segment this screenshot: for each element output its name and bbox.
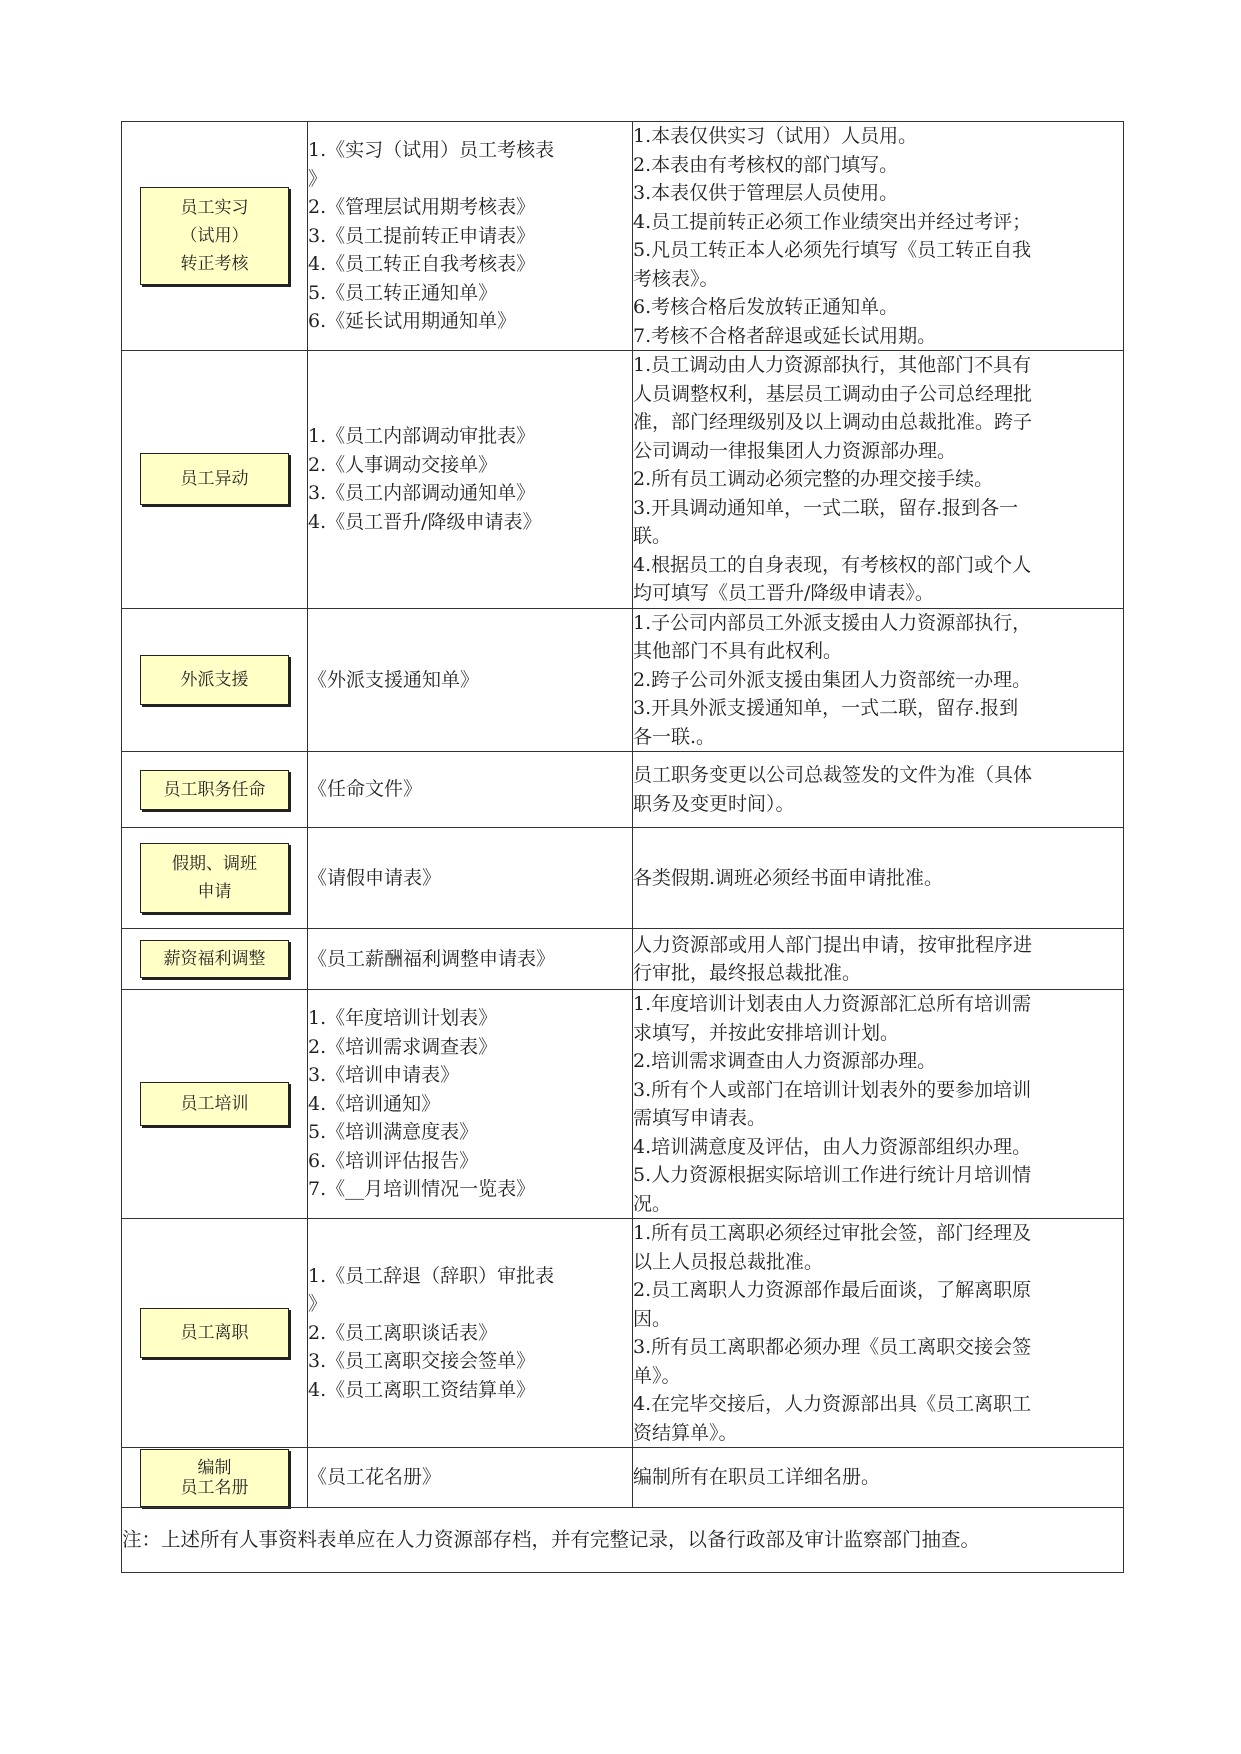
form-item: 4.《培训通知》 [308,1092,441,1115]
category-label-box [140,770,289,810]
category-label-line: 员工实习 [180,198,249,218]
note-line: 人员调整权利，基层员工调动由子公司总经理批 [633,382,1033,405]
note-line: 2.本表由有考核权的部门填写。 [633,153,899,176]
note-line: 准，部门经理级别及以上调动由总裁批准。跨子 [633,411,1033,433]
table-row [122,1448,1124,1508]
table-row [122,608,1124,752]
notes-cell [633,122,1124,351]
form-item: 3.《员工离职交接会签单》 [308,1350,536,1373]
category-label-line: 员工培训 [180,1094,249,1114]
note-line: 因。 [633,1307,672,1330]
notes-cell [633,752,1124,828]
note-line: 6.考核合格后发放转正通知单。 [633,296,899,318]
form-item: 2.《管理层试用期考核表》 [308,196,536,219]
form-item: 》 [308,1293,328,1316]
note-line: 7.考核不合格者辞退或延长试用期。 [633,324,937,347]
note-line: 人力资源部或用人部门提出申请，按审批程序进 [633,933,1033,956]
note-line: 2.跨子公司外派支援由集团人力资部统一办理。 [633,668,1032,691]
forms-cell [308,608,633,752]
forms-cell [308,1219,633,1448]
category-cell [122,608,308,752]
note-line: 各类假期.调班必须经书面申请批准。 [633,866,944,889]
note-line: 1.员工调动由人力资源部执行，其他部门不具有 [633,354,1032,376]
note-line: 单》。 [633,1364,681,1387]
category-label-box [140,453,289,505]
forms-cell [308,1448,633,1508]
hr-forms-table [121,121,1124,1573]
note-line: 其他部门不具有此权利。 [633,640,843,662]
category-label-line: 编制 [197,1457,232,1478]
notes-cell [633,351,1124,609]
forms-cell [308,752,633,828]
note-line: 行审批，最终报总裁批准。 [633,962,862,984]
category-cell [122,122,308,351]
form-item: 2.《人事调动交接单》 [308,453,498,476]
category-label-box [140,1308,289,1358]
table-row [122,1219,1124,1448]
notes-cell [633,990,1124,1219]
table-row [122,122,1124,351]
form-item: 3.《员工提前转正申请表》 [308,224,536,247]
note-line: 1.年度培训计划表由人力资源部汇总所有培训需 [633,993,1032,1015]
form-item: 1.《员工内部调动审批表》 [308,425,536,448]
table-row [122,351,1124,609]
category-label-box [140,1449,289,1507]
note-line: 2.员工离职人力资源部作最后面谈，了解离职原 [633,1279,1032,1301]
form-item: 6.《培训评估报告》 [308,1149,479,1172]
form-item: 《员工薪酬福利调整申请表》 [308,947,556,970]
note-line: 2.培训需求调查由人力资源部办理。 [633,1050,937,1072]
forms-cell [308,351,633,609]
note-line: 3.本表仅供于管理层人员使用。 [633,182,899,204]
category-label-line: （试用） [180,226,249,246]
form-item: 》 [308,167,328,190]
form-item: 《员工花名册》 [308,1466,442,1489]
form-item: 4.《员工转正自我考核表》 [308,253,536,276]
forms-cell [308,828,633,929]
note-line: 职务及变更时间）。 [633,792,795,815]
note-line: 3.开具外派支援通知单，一式二联，留存.报到 [633,697,1019,719]
category-label-line: 员工异动 [180,469,249,490]
notes-cell [633,1219,1124,1448]
category-cell [122,752,308,828]
table-row [122,929,1124,990]
form-item: 3.《员工内部调动通知单》 [308,482,536,505]
form-item: 6.《延长试用期通知单》 [308,310,517,333]
category-label-box [140,1082,289,1126]
category-label-line: 员工离职 [180,1323,249,1343]
note-line: 均可填写《员工晋升/降级申请表》。 [633,582,934,604]
footer-note: 注：上述所有人事资料表单应在人力资源部存档，并有完整记录，以备行政部及审计监察部门抽查。 [122,1508,1124,1573]
note-line: 5.凡员工转正本人必须先行填写《员工转正自我 [633,239,1032,261]
category-cell [122,929,308,990]
category-label-box [140,655,289,705]
notes-cell [633,828,1124,929]
note-line: 以上人员报总裁批准。 [633,1250,824,1273]
form-item: 《任命文件》 [308,778,423,801]
notes-cell [633,929,1124,990]
category-label-box [140,940,289,978]
form-item: 1.《年度培训计划表》 [308,1007,498,1030]
category-cell [122,1448,308,1508]
note-line: 1.子公司内部员工外派支援由人力资源部执行， [633,611,1032,634]
forms-cell [308,990,633,1219]
form-item: 4.《员工离职工资结算单》 [308,1378,536,1401]
category-label-line: 员工名册 [180,1477,249,1498]
table-row [122,828,1124,929]
category-label-box [140,843,289,913]
category-label-line: 员工职务任命 [163,779,266,800]
form-item: 5.《培训满意度表》 [308,1121,479,1144]
form-item: 1.《实习（试用）员工考核表 [308,139,555,162]
note-line: 考核表》。 [633,267,719,290]
form-item: 3.《培训申请表》 [308,1064,460,1087]
category-label-line: 申请 [197,882,232,902]
form-item: 1.《员工辞退（辞职）审批表 [308,1264,555,1287]
form-item: 2.《员工离职谈话表》 [308,1321,498,1344]
form-item: 2.《培训需求调查表》 [308,1035,498,1058]
note-line: 3.开具调动通知单，一式二联，留存.报到各一 [633,496,1019,519]
category-label-line: 外派支援 [180,669,249,690]
category-cell [122,990,308,1219]
form-item: 7.《__月培训情况一览表》 [308,1178,536,1201]
note-line: 1.所有员工离职必须经过审批会签，部门经理及 [633,1222,1032,1244]
category-label-line: 转正考核 [180,254,249,274]
note-line: 求填写，并按此安排培训计划。 [633,1021,900,1044]
category-cell [122,351,308,609]
note-line: 5.人力资源根据实际培训工作进行统计月培训情 [633,1164,1032,1186]
form-item: 《请假申请表》 [308,866,442,889]
note-line: 4.根据员工的自身表现，有考核权的部门或个人 [633,553,1032,576]
note-line: 需填写申请表。 [633,1107,767,1129]
notes-cell [633,1448,1124,1508]
note-line: 4.培训满意度及评估，由人力资源部组织办理。 [633,1135,1032,1158]
note-line: 各一联.。 [633,725,716,748]
footer-row [122,1508,1124,1573]
form-item: 5.《员工转正通知单》 [308,281,498,304]
category-label-line: 薪资福利调整 [163,949,266,969]
table-row [122,752,1124,828]
note-line: 1.本表仅供实习（试用）人员用。 [633,125,918,147]
note-line: 员工职务变更以公司总裁签发的文件为准（具体 [633,764,1033,786]
form-item: 《外派支援通知单》 [308,668,480,691]
note-line: 3.所有员工离职都必须办理《员工离职交接会签 [633,1336,1032,1358]
note-line: 公司调动一律报集团人力资源部办理。 [633,439,957,462]
note-line: 4.在完毕交接后，人力资源部出具《员工离职工 [633,1393,1032,1415]
table-row [122,990,1124,1219]
note-line: 况。 [633,1192,672,1215]
note-line: 3.所有个人或部门在培训计划表外的要参加培训 [633,1078,1032,1101]
forms-cell [308,122,633,351]
category-label-line: 假期、调班 [172,854,257,874]
note-line: 2.所有员工调动必须完整的办理交接手续。 [633,468,994,490]
category-cell [122,828,308,929]
note-line: 联。 [633,525,672,547]
note-line: 编制所有在职员工详细名册。 [633,1466,881,1489]
note-line: 4.员工提前转正必须工作业绩突出并经过考评； [633,210,1032,233]
notes-cell [633,608,1124,752]
category-label-box [140,187,289,285]
forms-cell [308,929,633,990]
form-item: 4.《员工晋升/降级申请表》 [308,510,542,533]
note-line: 资结算单》。 [633,1421,738,1444]
category-cell [122,1219,308,1448]
